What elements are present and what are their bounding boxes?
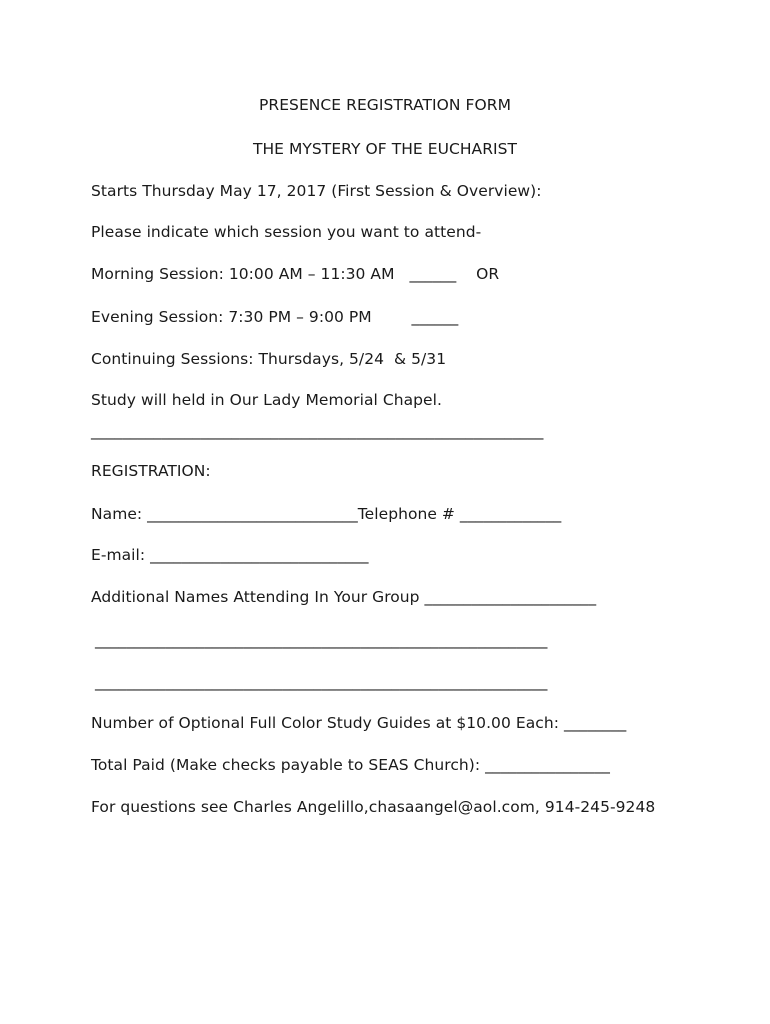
- start-date-line: Starts Thursday May 17, 2017 (First Session & Overview):: [91, 182, 542, 200]
- questions-contact-line: For questions see Charles Angelillo,chasaangel@aol.com, 914-245-9248: [91, 798, 656, 816]
- separator-line: __________________________________________________________: [91, 422, 544, 440]
- additional-names-blank-1: __________________________________________________________: [95, 631, 548, 649]
- location-line: Study will held in Our Lady Memorial Chapel.: [91, 391, 442, 409]
- total-paid-line: Total Paid (Make checks payable to SEAS Church): ________________: [91, 756, 610, 774]
- form-title: PRESENCE REGISTRATION FORM: [259, 96, 511, 114]
- registration-heading: REGISTRATION:: [91, 462, 211, 480]
- evening-session-line: Evening Session: 7:30 PM – 9:00 PM ______: [91, 308, 459, 326]
- email-line: E-mail: ____________________________: [91, 546, 369, 564]
- morning-session-line: Morning Session: 10:00 AM – 11:30 AM ______ OR: [91, 265, 500, 283]
- form-subtitle: THE MYSTERY OF THE EUCHARIST: [252, 140, 518, 158]
- additional-names-line: Additional Names Attending In Your Group ______________________: [91, 588, 597, 606]
- session-instruction: Please indicate which session you want to attend-: [91, 223, 482, 241]
- name-telephone-line: Name: ___________________________Telephone # _____________: [91, 505, 562, 523]
- study-guides-line: Number of Optional Full Color Study Guides at $10.00 Each: ________: [91, 714, 627, 732]
- additional-names-blank-2: __________________________________________________________: [95, 673, 548, 691]
- continuing-sessions-line: Continuing Sessions: Thursdays, 5/24 & 5/31: [91, 350, 447, 368]
